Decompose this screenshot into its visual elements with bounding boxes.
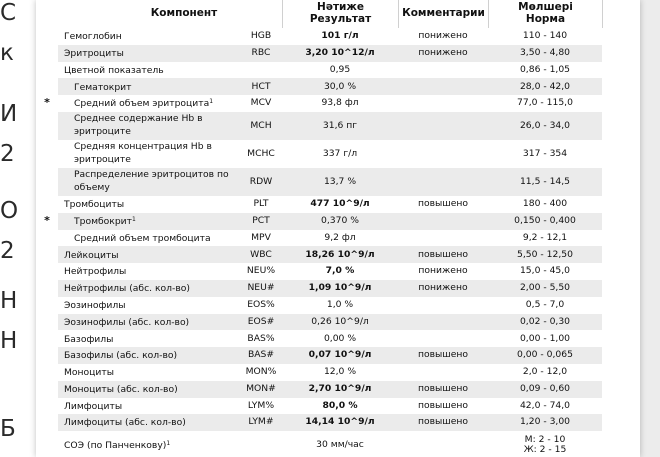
reference-norm: 26,0 - 34,0 (488, 112, 602, 140)
result-comment (398, 168, 488, 196)
row-marker (36, 45, 58, 62)
header-component: Компонент (150, 7, 218, 19)
table-row (36, 140, 640, 168)
right-margin (602, 431, 640, 457)
table-row (36, 330, 640, 347)
component-code (240, 431, 282, 457)
background-fragment: И (0, 101, 18, 127)
right-margin (602, 263, 640, 280)
lab-results-document (36, 0, 640, 457)
component-code: MCV (250, 97, 272, 109)
result-comment (398, 62, 488, 79)
component-name-text: Моноциты (64, 367, 115, 379)
component-name (58, 297, 240, 314)
table-row (36, 45, 640, 62)
right-margin (602, 28, 640, 45)
component-name (58, 196, 240, 213)
table-row (36, 414, 640, 431)
row-marker (36, 112, 58, 140)
component-name-text: Нейтрофилы (64, 266, 127, 278)
result-comment: повышено (398, 414, 488, 431)
right-margin (602, 112, 640, 140)
component-name-text: Гемоглобин (64, 31, 122, 43)
result-comment: понижено (398, 45, 488, 62)
result-value: 0,00 % (323, 332, 357, 344)
row-marker (36, 347, 58, 364)
results-table (36, 28, 640, 457)
result-comment: повышено (418, 399, 468, 411)
table-row (36, 246, 640, 263)
component-name-text: Лимфоциты (64, 400, 123, 412)
component-name (58, 230, 240, 247)
result-comment (398, 140, 488, 168)
result-comment (398, 364, 488, 381)
right-margin (602, 414, 640, 431)
row-marker (36, 314, 58, 331)
row-marker (36, 263, 58, 280)
right-margin (602, 330, 640, 347)
component-name-text: Средняя концентрация Hb в эритроците (74, 141, 212, 165)
component-code: BAS# (240, 347, 282, 364)
right-margin (602, 62, 640, 79)
result-value: 0,95 (329, 63, 351, 75)
component-name-text: Базофилы (абс. кол-во) (64, 350, 178, 362)
reference-norm: 0,09 - 0,60 (488, 381, 602, 398)
right-margin (602, 347, 640, 364)
row-marker (36, 280, 58, 297)
right-margin (602, 398, 640, 415)
result-value: 9,2 фл (324, 231, 356, 243)
component-name-text: Эозинофилы (64, 299, 126, 311)
table-row (36, 364, 640, 381)
reference-norm: 3,50 - 4,80 (488, 45, 602, 62)
row-marker (36, 168, 58, 196)
background-fragment: Б (0, 416, 16, 442)
right-margin (602, 168, 640, 196)
result-value: 337 г/л (322, 147, 358, 159)
component-code: NEU# (240, 280, 282, 297)
table-row (36, 196, 640, 213)
result-value: 80,0 % (322, 399, 358, 411)
row-marker (36, 196, 58, 213)
background-fragment: 2 (0, 141, 15, 167)
reference-norm: 0,02 - 0,30 (488, 314, 602, 331)
background-fragment: О (0, 198, 19, 224)
reference-norm: 15,0 - 45,0 (519, 265, 571, 277)
reference-norm: М: 2 - 10 Ж: 2 - 15 (523, 433, 567, 456)
component-name (58, 347, 240, 364)
result-comment (398, 314, 488, 331)
result-comment (398, 213, 488, 230)
component-name (58, 381, 240, 398)
reference-norm: 110 - 140 (522, 30, 568, 42)
component-code: MCH (240, 112, 282, 140)
background-fragment: к (0, 40, 14, 66)
reference-norm: 2,0 - 12,0 (522, 366, 568, 378)
result-value: 477 10^9/л (310, 198, 370, 210)
component-name-text: Средний объем эритроцита (74, 98, 210, 110)
reference-norm: 2,00 - 5,50 (488, 280, 602, 297)
table-row (36, 347, 640, 364)
right-margin (602, 297, 640, 314)
component-code: RBC (240, 45, 282, 62)
table-row (36, 230, 640, 247)
result-comment (398, 330, 488, 347)
row-marker (36, 230, 58, 247)
component-code: RDW (240, 168, 282, 196)
result-comment: повышено (398, 381, 488, 398)
row-marker: * (36, 213, 58, 230)
reference-norm: 180 - 400 (522, 198, 568, 210)
table-row (36, 280, 640, 297)
component-code: MON# (240, 381, 282, 398)
component-code: MCHC (247, 147, 275, 159)
row-marker (36, 330, 58, 347)
result-value: 30,0 % (282, 78, 398, 95)
background-fragment: Н (0, 328, 18, 354)
result-comment (398, 95, 488, 112)
component-name-text: Гематокрит (74, 81, 132, 93)
result-value: 0,370 % (282, 213, 398, 230)
table-row (36, 78, 640, 95)
component-name (58, 78, 240, 95)
row-marker (36, 78, 58, 95)
right-margin (602, 280, 640, 297)
right-margin (602, 213, 640, 230)
component-code: EOS% (247, 298, 275, 310)
component-name-text: Лимфоциты (абс. кол-во) (64, 417, 186, 429)
component-name (58, 45, 240, 62)
component-name-text: Моноциты (абс. кол-во) (64, 383, 178, 395)
header-norm: Мөлшері Норма (518, 1, 573, 25)
background-fragment: 2 (0, 238, 15, 264)
table-row (36, 168, 640, 196)
component-name-text: Цветной показатель (64, 64, 164, 76)
right-margin (602, 246, 640, 263)
footnote-marker: 1 (166, 439, 171, 447)
table-row (36, 381, 640, 398)
result-value: 31,6 пг (282, 112, 398, 140)
table-header (36, 0, 640, 28)
result-value: 101 г/л (321, 30, 359, 42)
row-marker (36, 398, 58, 415)
component-name-text: СОЭ (по Панченкову) (64, 439, 167, 451)
component-name (58, 168, 240, 196)
component-code: PCT (240, 213, 282, 230)
footnote-marker: 1 (209, 98, 214, 106)
table-row (36, 28, 640, 45)
result-comment (398, 431, 488, 457)
right-margin (602, 45, 640, 62)
result-value: 13,7 % (282, 168, 398, 196)
component-code: MON% (245, 366, 277, 378)
row-marker (36, 431, 58, 457)
component-code: HCT (240, 78, 282, 95)
reference-norm: 42,0 - 74,0 (519, 399, 571, 411)
right-margin (602, 196, 640, 213)
reference-norm: 0,150 - 0,400 (488, 213, 602, 230)
header-comments: Комментарии (402, 7, 485, 19)
right-margin (602, 140, 640, 168)
table-row (36, 112, 640, 140)
result-comment: повышено (418, 198, 468, 210)
component-name (58, 414, 240, 431)
result-value: 0,07 10^9/л (282, 347, 398, 364)
reference-norm: 11,5 - 14,5 (488, 168, 602, 196)
row-marker (36, 364, 58, 381)
table-row (36, 398, 640, 415)
table-row (36, 431, 640, 457)
result-value: 1,0 % (326, 298, 354, 310)
result-value: 12,0 % (323, 366, 357, 378)
footnote-marker: 1 (132, 215, 136, 223)
reference-norm: 0,00 - 0,065 (488, 347, 602, 364)
component-name (58, 246, 240, 263)
component-code: MPV (251, 231, 271, 243)
result-comment: понижено (418, 265, 468, 277)
result-value: 1,09 10^9/л (282, 280, 398, 297)
result-value: 18,26 10^9/л (282, 246, 398, 263)
component-code (240, 62, 282, 79)
result-value: 30 мм/час (316, 438, 364, 450)
component-name-text: Распределение эритроцитов по объему (74, 169, 229, 193)
component-name (58, 431, 240, 457)
reference-norm: 1,20 - 3,00 (488, 414, 602, 431)
component-name (58, 62, 240, 79)
table-row (36, 95, 640, 112)
component-code: LYM% (247, 399, 275, 411)
reference-norm: 317 - 354 (522, 147, 568, 159)
result-value: 0,26 10^9/л (282, 314, 398, 331)
row-marker (36, 414, 58, 431)
table-row (36, 263, 640, 280)
reference-norm: 0,5 - 7,0 (525, 298, 565, 310)
component-name (58, 398, 240, 415)
component-name (58, 112, 240, 140)
component-name (58, 280, 240, 297)
result-comment (398, 78, 488, 95)
result-comment: повышено (398, 347, 488, 364)
component-name (58, 140, 240, 168)
component-name-text: Нейтрофилы (абс. кол-во) (64, 283, 190, 295)
right-margin (602, 78, 640, 95)
reference-norm: 0,86 - 1,05 (519, 63, 571, 75)
component-code: LYM# (240, 414, 282, 431)
component-name (58, 95, 240, 112)
component-name-text: Эозинофилы (абс. кол-во) (64, 316, 190, 328)
row-marker (36, 28, 58, 45)
component-code: EOS# (240, 314, 282, 331)
component-name (58, 314, 240, 331)
component-name-text: Базофилы (64, 333, 114, 345)
result-value: 93,8 фл (321, 97, 359, 109)
result-comment (398, 230, 488, 247)
result-comment (398, 297, 488, 314)
row-marker (36, 381, 58, 398)
background-fragment: Н (0, 288, 18, 314)
result-comment: понижено (398, 280, 488, 297)
table-row (36, 297, 640, 314)
reference-norm: 0,00 - 1,00 (519, 332, 571, 344)
result-value: 7,0 % (325, 265, 355, 277)
row-marker: * (44, 96, 50, 110)
result-comment (398, 112, 488, 140)
result-value: 2,70 10^9/л (282, 381, 398, 398)
component-name (58, 330, 240, 347)
background-fragment: С (0, 0, 17, 26)
component-name-text: Средний объем тромбоцита (74, 232, 211, 244)
result-comment: понижено (418, 30, 468, 42)
component-name-text: Эритроциты (64, 47, 124, 59)
reference-norm: 9,2 - 12,1 (522, 231, 568, 243)
component-code: HGB (250, 30, 272, 42)
component-code: WBC (240, 246, 282, 263)
component-name-text: Среднее содержание Hb в эритроците (74, 113, 203, 137)
component-name-text: Тромбокрит (74, 215, 132, 227)
result-comment: повышено (398, 246, 488, 263)
row-marker (36, 246, 58, 263)
reference-norm: 28,0 - 42,0 (488, 78, 602, 95)
right-margin (602, 364, 640, 381)
row-marker (36, 140, 58, 168)
component-name-text: Тромбоциты (64, 199, 125, 211)
right-margin (602, 314, 640, 331)
reference-norm: 77,0 - 115,0 (517, 97, 573, 109)
header-result: Нәтиже Результат (309, 1, 372, 25)
component-name-text: Лейкоциты (64, 249, 119, 261)
result-value: 14,14 10^9/л (282, 414, 398, 431)
table-row (36, 213, 640, 230)
component-name (58, 213, 240, 230)
component-code: NEU% (246, 265, 276, 277)
component-name (58, 28, 240, 45)
result-value: 3,20 10^12/л (282, 45, 398, 62)
right-margin (602, 381, 640, 398)
component-code: BAS% (247, 332, 275, 344)
right-margin (602, 95, 640, 112)
component-name (58, 263, 240, 280)
row-marker (36, 297, 58, 314)
table-row (36, 62, 640, 79)
component-code: PLT (253, 198, 269, 210)
table-row (36, 314, 640, 331)
right-margin (602, 230, 640, 247)
component-name (58, 364, 240, 381)
row-marker (36, 62, 58, 79)
reference-norm: 5,50 - 12,50 (488, 246, 602, 263)
